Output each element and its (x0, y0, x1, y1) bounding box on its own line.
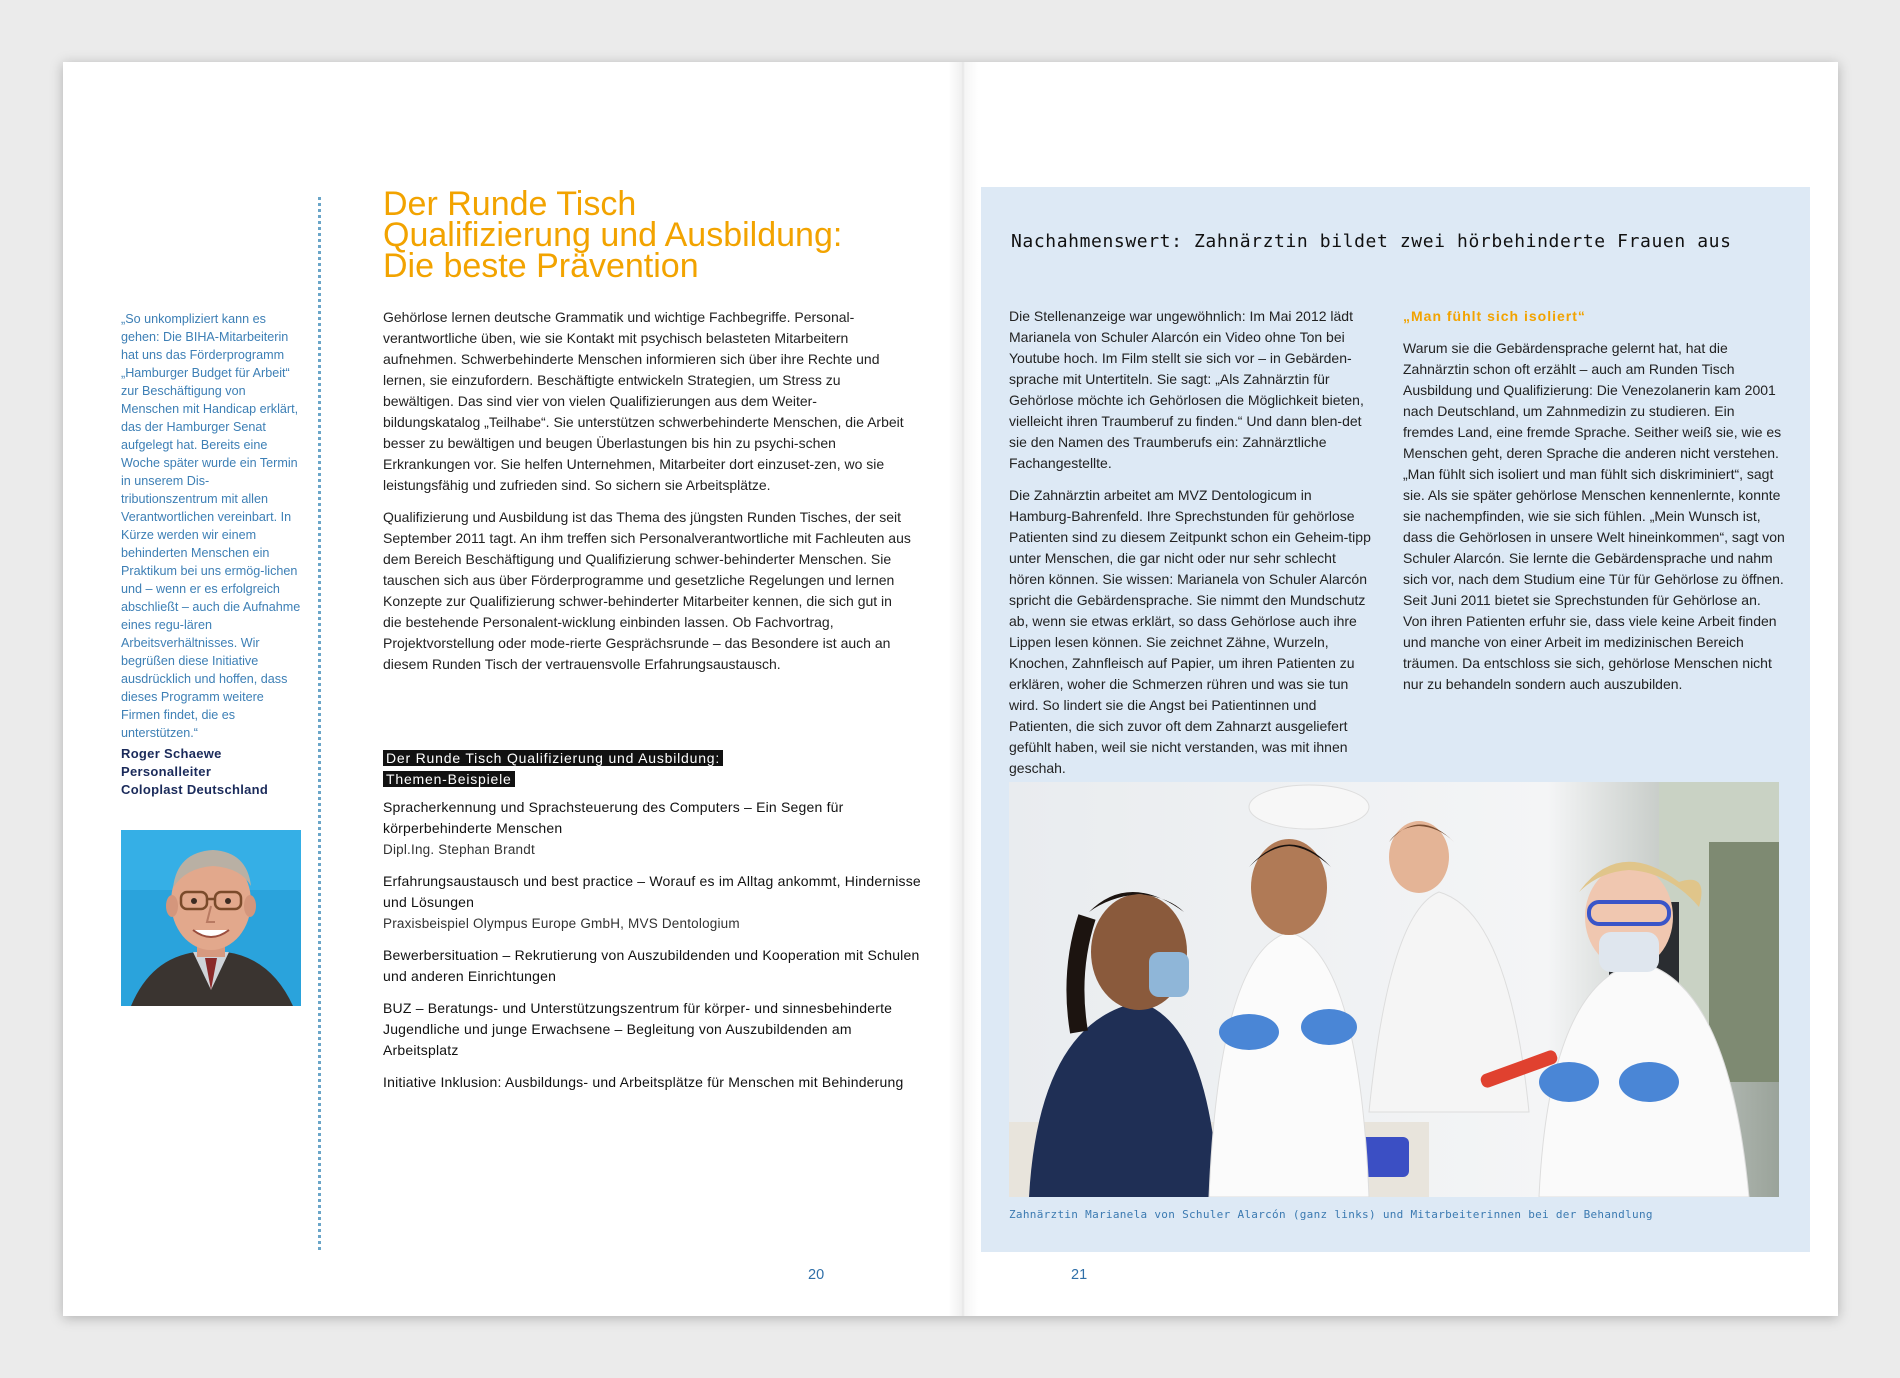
page-number-right: 21 (1071, 1267, 1088, 1283)
paragraph: Qualifizierung und Ausbildung ist das Thema des jüngsten Runden Tisches, der seit September 2011 tagt. An ihm treffen sich Personalverantwortliche mit Fachleuten aus dem Bereich Beschäftigung und Qualifizierung schwer-behinderter Menschen. Sie tauschen sich aus über Förderprogramme und gesetzliche Regelungen und lernen Konzepte zur Qualifizierung schwer-behinderter Mitarbeiter kennen, die sich gut in die bestehende Personalent-wicklung einbinden lassen. Ob Fachvortrag, Projektvorstellung oder mode-rierte Gesprächsrunde – das Besondere ist auch an diesem Runden Tisch der vertrauensvolle Erfahrungsaustausch. (383, 509, 911, 672)
feature-column-1 (1009, 306, 1374, 790)
paragraph: Gehörlose lernen deutsche Grammatik und wichtige Fachbegriffe. Personal-verantwortliche üben, wie sie Kontakt mit psychisch belasteten Mitarbeitern aufnehmen. Schwerbehinderte Menschen informieren sich über ihre Rechte und lernen, sie einzufordern. Beschäftigte entwickeln Strategien, um Stress zu bewältigen. Das sind vier von vielen Qualifizierungen aus dem Weiter-bildungskatalog „Teilhabe“. Sie unterstützen schwerbehinderte Menschen, die Arbeit besser zu bewältigen und beugen Überlastungen bis hin zu psychi-schen Erkrankungen vor. Sie helfen Unternehmen, Mitarbeiter dort einzuset-zen, wo sie leistungsfähig und zufrieden sind. So sichern sie Arbeitsplätze. (383, 309, 904, 493)
theme-title: Initiative Inklusion: Ausbildungs- und Arbeitsplätze für Menschen mit Behinderung (383, 1074, 904, 1090)
theme-title: Erfahrungsaustausch und best practice – Worauf es im Alltag ankommt, Hindernisse und Lösungen (383, 873, 921, 910)
headline-line-1: Der Runde Tisch (383, 185, 637, 223)
dental-practice-photo (1009, 782, 1779, 1197)
theme-speaker: Dipl.Ing. Stephan Brandt (383, 842, 535, 857)
theme-item (383, 871, 923, 934)
author-company: Coloplast Deutschland (121, 782, 269, 797)
feature-box (981, 187, 1810, 1252)
testimonial-quote: „So unkompliziert kann es gehen: Die BIHA-Mitarbeiterin hat uns das Förderprogramm „Hamburger Budget für Arbeit“ zur Beschäftigung von Menschen mit Handicap erklärt, das der Hamburger Senat aufgelegt hat. Bereits eine Woche später wurde ein Termin in unserem Dis-tributionszentrum mit allen Verantwortlichen vereinbart. In Kürze werden wir einem behinderten Menschen ein Praktikum bei uns ermög-lichen und – wenn er es erfolgreich abschließt – auch die Aufnahme eines regu-lären Arbeitsverhältnisses. Wir begrüßen diese Initiative ausdrücklich und hoffen, dass dieses Programm weitere Firmen findet, die es unterstützen.“ (121, 312, 301, 740)
brochure-spread (63, 62, 1838, 1316)
theme-speaker: Praxisbeispiel Olympus Europe GmbH, MVS Dentologium (383, 916, 740, 931)
author-role: Personalleiter (121, 764, 212, 779)
headline-line-2: Qualifizierung und Ausbildung: (383, 216, 843, 254)
theme-item (383, 998, 923, 1061)
feature-title: Nachahmenswert: Zahnärztin bildet zwei hörbehinderte Frauen aus (1011, 231, 1732, 252)
author-name: Roger Schaewe (121, 746, 222, 761)
dotted-divider (318, 197, 321, 1250)
themes-heading-line-2: Themen-Beispiele (383, 771, 515, 787)
subheading: „Man fühlt sich isoliert“ (1403, 308, 1586, 324)
portrait-photo (121, 830, 301, 1006)
photo-illustration (1009, 782, 1779, 1197)
themes-heading-line-1: Der Runde Tisch Qualifizierung und Ausbildung: (383, 750, 723, 766)
theme-title: Bewerbersituation – Rekrutierung von Auszubildenden und Kooperation mit Schulen und anderen Einrichtungen (383, 947, 920, 984)
page-fold (948, 62, 978, 1316)
theme-item (383, 797, 923, 860)
theme-title: BUZ – Beratungs- und Unterstützungszentrum für körper- und sinnesbehinderte Jugendliche und junge Erwachsene – Begleitung von Auszubildenden am Arbeitsplatz (383, 1000, 893, 1058)
paragraph: Die Stellenanzeige war ungewöhnlich: Im Mai 2012 lädt Marianela von Schuler Alarcón ein Video ohne Ton bei Youtube hoch. Im Film stellt sie sich vor – in Gebärden-sprache mit Untertiteln. Sie sagt: „Als Zahnärztin für Gehörlose möchte ich Gehörlosen die Möglichkeit bieten, vielleicht ihren Traumberuf zu finden.“ Und dann blen-det sie den Namen des Traumberufs ein: Zahnärztliche Fachangestellte. (1009, 308, 1364, 471)
intro-text (383, 307, 913, 686)
paragraph: Die Zahnärztin arbeitet am MVZ Dentologicum in Hamburg-Bahrenfeld. Ihre Sprechstunden für gehörlose Patienten sind zu diesem Zeitpunkt schon ein Geheim-tipp unter Menschen, die gar nicht oder nur sehr schlecht hören können. Sie wissen: Marianela von Schuler Alarcón spricht die Gebärdensprache. Sie nimmt den Mundschutz ab, wenn sie etwas erklärt, so dass Gehörlose auch ihre Lippen lesen können. Sie zeichnet Zähne, Wurzeln, Knochen, Zahnfleisch auf Papier, um ihren Patienten zu erklären, woher die Schmerzen rühren und was sie tun wird. So lindert sie die Angst bei Patientinnen und Patienten, die sich zuvor oft dem Zahnarzt ausgeliefert gefühlt haben, weil sie nicht verstanden, was mit ihnen geschah. (1009, 487, 1371, 776)
photo-caption: Zahnärztin Marianela von Schuler Alarcón (ganz links) und Mitarbeiterinnen bei der Behandlung (1009, 1208, 1653, 1221)
theme-item (383, 1072, 923, 1093)
page-headline (383, 185, 943, 285)
feature-column-2 (1403, 306, 1788, 695)
author-portrait (121, 830, 301, 1006)
page-number-left: 20 (808, 1267, 825, 1283)
theme-item (383, 945, 923, 987)
quote-author (121, 745, 311, 799)
themes-heading (383, 748, 883, 790)
theme-title: Spracherkennung und Sprachsteuerung des Computers – Ein Segen für körperbehinderte Menschen (383, 799, 844, 836)
paragraph: Warum sie die Gebärdensprache gelernt hat, hat die Zahnärztin schon oft erzählt – auch am Runden Tisch Ausbildung und Qualifizierung: Die Venezolanerin kam 2001 nach Deutschland, um Zahnmedizin zu studieren. Ein fremdes Land, eine fremde Sprache. Seither weiß sie, wie es Menschen geht, deren Sprache die anderen nicht verstehen. „Man fühlt sich isoliert und man fühlt sich diskriminiert“, sagt sie. Als sie später gehörlose Menschen kennenlernte, konnte sie nachempfinden, wie sie sich fühlen. „Mein Wunsch ist, dass die Gehörlosen in unsere Welt hineinkommen“, sagt von Schuler Alarcón. Sie lernte die Gebärdensprache und nahm sich vor, nach dem Studium eine Tür für Gehörlose zu öffnen. Seit Juni 2011 bietet sie Sprechstunden für Gehörlose an. Von ihren Patienten erfuhr sie, dass viele keine Arbeit finden und manche von einer Arbeit im medizinischen Bereich träumen. Da entschloss sie sich, gehörlose Menschen nicht nur zu behandeln sondern auch auszubilden. (1403, 340, 1785, 692)
themes-list (383, 797, 923, 1104)
headline-line-3: Die beste Prävention (383, 247, 699, 285)
